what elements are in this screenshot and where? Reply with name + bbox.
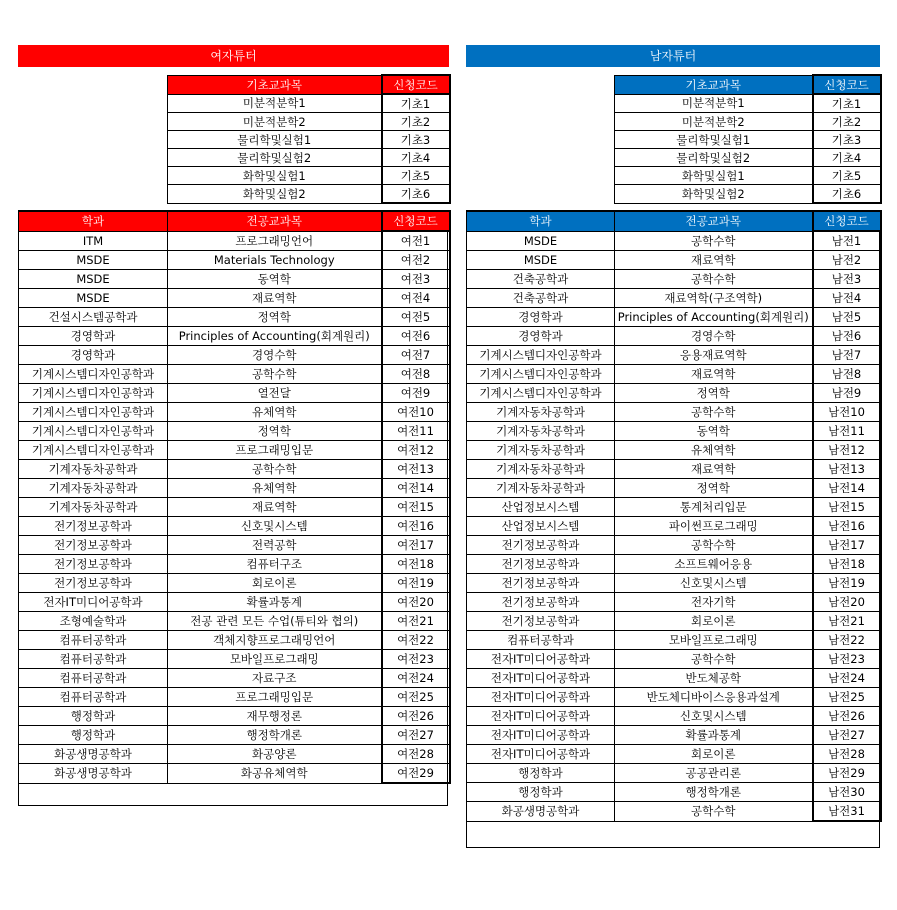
male-major-row xyxy=(467,498,881,517)
female-major-dept-cell: 전자IT미디어공학과 xyxy=(19,593,168,612)
female-basic-course-cell: 미분적분학2 xyxy=(168,113,382,131)
male-major-row xyxy=(467,270,881,289)
male-major-row xyxy=(467,422,881,441)
male-basic-code-cell: 기초1 xyxy=(813,94,881,113)
male-basic-course-cell: 화학및실험2 xyxy=(615,185,813,204)
female-major-row xyxy=(19,479,450,498)
male-major-course-cell: 공공관리론 xyxy=(615,764,813,783)
female-major-course-cell: 컴퓨터구조 xyxy=(168,555,382,574)
male-major-code-cell: 남전21 xyxy=(813,612,881,631)
male-major-row xyxy=(467,403,881,422)
female-major-course-cell: 회로이론 xyxy=(168,574,382,593)
female-major-code-cell: 여전7 xyxy=(382,346,450,365)
female-major-code-cell: 여전18 xyxy=(382,555,450,574)
male-basic-header-code: 신청코드 xyxy=(813,75,881,94)
male-major-dept-cell: 경영학과 xyxy=(467,327,615,346)
female-major-dept-cell: 컴퓨터공학과 xyxy=(19,688,168,707)
female-major-row xyxy=(19,327,450,346)
male-major-code-cell: 남전30 xyxy=(813,783,881,802)
female-major-row xyxy=(19,593,450,612)
male-major-course-cell: 유체역학 xyxy=(615,441,813,460)
male-major-dept-cell: 전기정보공학과 xyxy=(467,593,615,612)
female-major-code-cell: 여전19 xyxy=(382,574,450,593)
female-basic-code-cell: 기초5 xyxy=(382,167,450,185)
male-major-code-cell: 남전3 xyxy=(813,270,881,289)
female-major-dept-cell: ITM xyxy=(19,231,168,251)
female-major-row xyxy=(19,612,450,631)
male-basic-table xyxy=(614,74,882,204)
female-major-course-cell: 정역학 xyxy=(168,422,382,441)
female-basic-code-cell: 기초1 xyxy=(382,94,450,113)
female-major-code-cell: 여전1 xyxy=(382,231,450,251)
male-major-course-cell: 공학수학 xyxy=(615,270,813,289)
female-major-rows xyxy=(19,231,450,783)
female-major-row xyxy=(19,745,450,764)
female-major-row xyxy=(19,251,450,270)
male-basic-code-cell: 기초4 xyxy=(813,149,881,167)
male-major-code-cell: 남전12 xyxy=(813,441,881,460)
female-major-code-cell: 여전3 xyxy=(382,270,450,289)
male-major-row xyxy=(467,251,881,270)
male-major-dept-cell: 경영학과 xyxy=(467,308,615,327)
male-major-row xyxy=(467,612,881,631)
male-major-row xyxy=(467,460,881,479)
male-major-row xyxy=(467,517,881,536)
male-major-dept-cell: 건축공학과 xyxy=(467,270,615,289)
female-major-dept-cell: 경영학과 xyxy=(19,346,168,365)
female-major-dept-cell: 전기정보공학과 xyxy=(19,517,168,536)
male-major-row xyxy=(467,536,881,555)
female-major-dept-cell: 전기정보공학과 xyxy=(19,555,168,574)
male-major-course-cell: 동역학 xyxy=(615,422,813,441)
female-major-row xyxy=(19,517,450,536)
female-major-dept-cell: 기계자동차공학과 xyxy=(19,460,168,479)
male-major-row xyxy=(467,308,881,327)
female-major-row xyxy=(19,441,450,460)
male-major-code-cell: 남전18 xyxy=(813,555,881,574)
male-major-code-cell: 남전11 xyxy=(813,422,881,441)
female-major-row xyxy=(19,460,450,479)
male-basic-course-cell: 미분적분학1 xyxy=(615,94,813,113)
male-basic-row xyxy=(615,131,881,149)
male-basic-course-cell: 물리학및실험1 xyxy=(615,131,813,149)
female-major-header-course: 전공교과목 xyxy=(168,211,382,231)
male-major-course-cell: Principles of Accounting(회계원리) xyxy=(615,308,813,327)
male-major-dept-cell: 전자IT미디어공학과 xyxy=(467,650,615,669)
male-major-dept-cell: 산업정보시스템 xyxy=(467,517,615,536)
female-tutor-banner: 여자튜터 xyxy=(18,45,449,67)
female-major-course-cell: Principles of Accounting(회계원리) xyxy=(168,327,382,346)
male-major-row xyxy=(467,593,881,612)
female-major-table xyxy=(18,210,451,784)
male-major-code-cell: 남전16 xyxy=(813,517,881,536)
female-major-dept-cell: 경영학과 xyxy=(19,327,168,346)
female-major-dept-cell: 화공생명공학과 xyxy=(19,764,168,784)
female-major-dept-cell: 행정학과 xyxy=(19,707,168,726)
female-major-course-cell: 프로그래밍입문 xyxy=(168,688,382,707)
female-basic-course-cell: 화학및실험1 xyxy=(168,167,382,185)
male-major-dept-cell: 기계자동차공학과 xyxy=(467,441,615,460)
male-major-dept-cell: 전자IT미디어공학과 xyxy=(467,707,615,726)
male-major-course-cell: 파이썬프로그래밍 xyxy=(615,517,813,536)
female-major-row xyxy=(19,726,450,745)
female-major-row xyxy=(19,231,450,251)
male-basic-code-cell: 기초2 xyxy=(813,113,881,131)
male-basic-code-cell: 기초5 xyxy=(813,167,881,185)
male-major-course-cell: 행정학개론 xyxy=(615,783,813,802)
male-major-course-cell: 응용재료역학 xyxy=(615,346,813,365)
male-basic-code-cell: 기초3 xyxy=(813,131,881,149)
female-major-row xyxy=(19,650,450,669)
female-major-code-cell: 여전5 xyxy=(382,308,450,327)
female-major-dept-cell: 전기정보공학과 xyxy=(19,536,168,555)
female-basic-rows xyxy=(168,94,450,203)
female-major-course-cell: 동역학 xyxy=(168,270,382,289)
female-major-row xyxy=(19,403,450,422)
male-major-code-cell: 남전25 xyxy=(813,688,881,707)
male-major-code-cell: 남전15 xyxy=(813,498,881,517)
male-major-header-code: 신청코드 xyxy=(813,211,881,231)
male-major-dept-cell: 산업정보시스템 xyxy=(467,498,615,517)
male-major-course-cell: 전자기학 xyxy=(615,593,813,612)
male-major-code-cell: 남전8 xyxy=(813,365,881,384)
male-major-dept-cell: 건축공학과 xyxy=(467,289,615,308)
male-basic-row xyxy=(615,167,881,185)
female-major-course-cell: 객체지향프로그래밍언어 xyxy=(168,631,382,650)
female-basic-row xyxy=(168,94,450,113)
male-major-code-cell: 남전28 xyxy=(813,745,881,764)
female-major-code-cell: 여전23 xyxy=(382,650,450,669)
female-basic-code-cell: 기초3 xyxy=(382,131,450,149)
male-major-course-cell: 공학수학 xyxy=(615,802,813,822)
male-basic-header-course: 기초교과목 xyxy=(615,75,813,94)
male-major-dept-cell: MSDE xyxy=(467,251,615,270)
female-major-row xyxy=(19,764,450,784)
female-major-course-cell: 확률과통계 xyxy=(168,593,382,612)
female-major-code-cell: 여전20 xyxy=(382,593,450,612)
female-major-header-dept: 학과 xyxy=(19,211,168,231)
female-major-row xyxy=(19,270,450,289)
female-major-code-cell: 여전4 xyxy=(382,289,450,308)
male-major-course-cell: 확률과통계 xyxy=(615,726,813,745)
male-major-course-cell: 모바일프로그래밍 xyxy=(615,631,813,650)
male-major-code-cell: 남전4 xyxy=(813,289,881,308)
female-basic-header-course: 기초교과목 xyxy=(168,75,382,94)
male-major-row xyxy=(467,384,881,403)
female-major-dept-cell: MSDE xyxy=(19,270,168,289)
male-major-course-cell: 회로이론 xyxy=(615,745,813,764)
female-major-header-code: 신청코드 xyxy=(382,211,450,231)
male-major-row xyxy=(467,479,881,498)
male-basic-course-cell: 물리학및실험2 xyxy=(615,149,813,167)
male-major-course-cell: 정역학 xyxy=(615,479,813,498)
male-major-course-cell: 공학수학 xyxy=(615,536,813,555)
female-major-course-cell: 공학수학 xyxy=(168,460,382,479)
female-basic-row xyxy=(168,149,450,167)
male-major-code-cell: 남전14 xyxy=(813,479,881,498)
female-major-code-cell: 여전8 xyxy=(382,365,450,384)
male-major-row xyxy=(467,346,881,365)
female-basic-row xyxy=(168,185,450,204)
female-major-row xyxy=(19,289,450,308)
male-major-dept-cell: 기계시스템디자인공학과 xyxy=(467,365,615,384)
male-major-dept-cell: 기계시스템디자인공학과 xyxy=(467,346,615,365)
female-major-dept-cell: 기계시스템디자인공학과 xyxy=(19,422,168,441)
female-major-course-cell: Materials Technology xyxy=(168,251,382,270)
male-major-course-cell: 경영수학 xyxy=(615,327,813,346)
male-major-dept-cell: 행정학과 xyxy=(467,783,615,802)
female-major-course-cell: 화공유체역학 xyxy=(168,764,382,784)
male-major-row xyxy=(467,688,881,707)
male-major-header-course: 전공교과목 xyxy=(615,211,813,231)
male-major-code-cell: 남전27 xyxy=(813,726,881,745)
female-major-dept-cell: 기계자동차공학과 xyxy=(19,479,168,498)
male-major-code-cell: 남전5 xyxy=(813,308,881,327)
male-basic-row xyxy=(615,185,881,204)
male-major-course-cell: 정역학 xyxy=(615,384,813,403)
male-major-course-cell: 신호및시스템 xyxy=(615,574,813,593)
female-major-dept-cell: 조형예술학과 xyxy=(19,612,168,631)
female-major-course-cell: 재료역학 xyxy=(168,498,382,517)
male-major-row xyxy=(467,365,881,384)
female-major-course-cell: 유체역학 xyxy=(168,479,382,498)
female-major-dept-cell: 컴퓨터공학과 xyxy=(19,650,168,669)
female-major-dept-cell: 건설시스템공학과 xyxy=(19,308,168,327)
male-major-table xyxy=(466,210,882,822)
male-major-code-cell: 남전13 xyxy=(813,460,881,479)
female-major-dept-cell: 기계시스템디자인공학과 xyxy=(19,441,168,460)
female-major-code-cell: 여전11 xyxy=(382,422,450,441)
male-major-dept-cell: 전자IT미디어공학과 xyxy=(467,688,615,707)
male-major-dept-cell: 전기정보공학과 xyxy=(467,536,615,555)
male-tutor-banner: 남자튜터 xyxy=(466,45,880,67)
female-major-row xyxy=(19,365,450,384)
male-major-dept-cell: 기계시스템디자인공학과 xyxy=(467,384,615,403)
female-basic-course-cell: 화학및실험2 xyxy=(168,185,382,204)
male-basic-row xyxy=(615,94,881,113)
male-major-dept-cell: 전기정보공학과 xyxy=(467,574,615,593)
female-major-dept-cell: 화공생명공학과 xyxy=(19,745,168,764)
male-major-row xyxy=(467,327,881,346)
male-major-dept-cell: 행정학과 xyxy=(467,764,615,783)
female-major-row xyxy=(19,555,450,574)
female-major-code-cell: 여전22 xyxy=(382,631,450,650)
male-basic-row xyxy=(615,113,881,131)
male-major-dept-cell: 전기정보공학과 xyxy=(467,612,615,631)
male-major-code-cell: 남전10 xyxy=(813,403,881,422)
male-basic-course-cell: 화학및실험1 xyxy=(615,167,813,185)
female-major-dept-cell: 컴퓨터공학과 xyxy=(19,669,168,688)
female-major-course-cell: 재무행정론 xyxy=(168,707,382,726)
female-basic-course-cell: 물리학및실험1 xyxy=(168,131,382,149)
male-major-course-cell: 공학수학 xyxy=(615,650,813,669)
female-major-dept-cell: 전기정보공학과 xyxy=(19,574,168,593)
male-major-course-cell: 통계처리입문 xyxy=(615,498,813,517)
male-basic-rows xyxy=(615,94,881,203)
female-major-code-cell: 여전12 xyxy=(382,441,450,460)
female-major-row xyxy=(19,384,450,403)
male-major-dept-cell: MSDE xyxy=(467,231,615,251)
male-major-course-cell: 공학수학 xyxy=(615,231,813,251)
male-major-course-cell: 재료역학(구조역학) xyxy=(615,289,813,308)
female-basic-code-cell: 기초2 xyxy=(382,113,450,131)
female-major-course-cell: 재료역학 xyxy=(168,289,382,308)
male-major-row xyxy=(467,783,881,802)
female-major-course-cell: 모바일프로그래밍 xyxy=(168,650,382,669)
male-major-course-cell: 반도체디바이스응용과설계 xyxy=(615,688,813,707)
female-major-dept-cell: 기계시스템디자인공학과 xyxy=(19,365,168,384)
female-major-row xyxy=(19,422,450,441)
female-major-course-cell: 신호및시스템 xyxy=(168,517,382,536)
male-major-dept-cell: 기계자동차공학과 xyxy=(467,460,615,479)
male-major-row xyxy=(467,289,881,308)
female-major-code-cell: 여전24 xyxy=(382,669,450,688)
female-major-row xyxy=(19,707,450,726)
male-basic-row xyxy=(615,149,881,167)
male-major-dept-cell: 화공생명공학과 xyxy=(467,802,615,822)
male-major-code-cell: 남전19 xyxy=(813,574,881,593)
male-major-code-cell: 남전22 xyxy=(813,631,881,650)
male-major-dept-cell: 기계자동차공학과 xyxy=(467,479,615,498)
female-major-course-cell: 프로그래밍언어 xyxy=(168,231,382,251)
male-major-row xyxy=(467,574,881,593)
male-major-rows xyxy=(467,231,881,821)
male-major-dept-cell: 전자IT미디어공학과 xyxy=(467,726,615,745)
male-major-code-cell: 남전17 xyxy=(813,536,881,555)
male-major-code-cell: 남전7 xyxy=(813,346,881,365)
male-major-dept-cell: 기계자동차공학과 xyxy=(467,422,615,441)
female-major-course-cell: 전력공학 xyxy=(168,536,382,555)
female-major-course-cell: 행정학개론 xyxy=(168,726,382,745)
female-major-course-cell: 화공양론 xyxy=(168,745,382,764)
male-major-code-cell: 남전24 xyxy=(813,669,881,688)
male-major-row xyxy=(467,231,881,251)
female-basic-course-cell: 미분적분학1 xyxy=(168,94,382,113)
female-major-dept-cell: MSDE xyxy=(19,289,168,308)
female-major-row xyxy=(19,498,450,517)
male-major-code-cell: 남전29 xyxy=(813,764,881,783)
male-major-course-cell: 소프트웨어응용 xyxy=(615,555,813,574)
male-major-code-cell: 남전9 xyxy=(813,384,881,403)
male-major-course-cell: 재료역학 xyxy=(615,460,813,479)
male-major-code-cell: 남전2 xyxy=(813,251,881,270)
male-major-dept-cell: 전자IT미디어공학과 xyxy=(467,669,615,688)
female-major-dept-cell: 기계시스템디자인공학과 xyxy=(19,403,168,422)
female-major-row xyxy=(19,669,450,688)
female-major-code-cell: 여전25 xyxy=(382,688,450,707)
male-major-row xyxy=(467,707,881,726)
female-major-code-cell: 여전13 xyxy=(382,460,450,479)
female-major-course-cell: 자료구조 xyxy=(168,669,382,688)
male-major-dept-cell: 전기정보공학과 xyxy=(467,555,615,574)
female-major-dept-cell: 컴퓨터공학과 xyxy=(19,631,168,650)
female-basic-row xyxy=(168,113,450,131)
male-major-course-cell: 공학수학 xyxy=(615,403,813,422)
male-major-row xyxy=(467,555,881,574)
male-basic-code-cell: 기초6 xyxy=(813,185,881,204)
female-basic-code-cell: 기초6 xyxy=(382,185,450,204)
male-major-header-dept: 학과 xyxy=(467,211,615,231)
male-major-course-cell: 회로이론 xyxy=(615,612,813,631)
female-major-course-cell: 유체역학 xyxy=(168,403,382,422)
female-major-row xyxy=(19,688,450,707)
female-basic-code-cell: 기초4 xyxy=(382,149,450,167)
male-major-row xyxy=(467,802,881,822)
female-major-course-cell: 프로그래밍입문 xyxy=(168,441,382,460)
female-major-code-cell: 여전2 xyxy=(382,251,450,270)
female-major-code-cell: 여전21 xyxy=(382,612,450,631)
female-major-dept-cell: MSDE xyxy=(19,251,168,270)
male-major-course-cell: 재료역학 xyxy=(615,365,813,384)
male-major-row xyxy=(467,726,881,745)
female-major-code-cell: 여전26 xyxy=(382,707,450,726)
female-major-code-cell: 여전29 xyxy=(382,764,450,784)
female-basic-header-code: 신청코드 xyxy=(382,75,450,94)
female-major-course-cell: 전공 관련 모든 수업(튜티와 협의) xyxy=(168,612,382,631)
female-major-code-cell: 여전9 xyxy=(382,384,450,403)
female-major-dept-cell: 기계자동차공학과 xyxy=(19,498,168,517)
male-major-dept-cell: 컴퓨터공학과 xyxy=(467,631,615,650)
female-major-code-cell: 여전16 xyxy=(382,517,450,536)
male-major-code-cell: 남전26 xyxy=(813,707,881,726)
female-major-row xyxy=(19,308,450,327)
female-major-code-cell: 여전15 xyxy=(382,498,450,517)
male-major-row xyxy=(467,650,881,669)
female-major-row xyxy=(19,346,450,365)
male-major-course-cell: 반도체공학 xyxy=(615,669,813,688)
male-major-dept-cell: 전자IT미디어공학과 xyxy=(467,745,615,764)
male-major-code-cell: 남전6 xyxy=(813,327,881,346)
female-major-code-cell: 여전17 xyxy=(382,536,450,555)
female-major-row xyxy=(19,631,450,650)
female-basic-course-cell: 물리학및실험2 xyxy=(168,149,382,167)
female-major-course-cell: 경영수학 xyxy=(168,346,382,365)
male-major-row xyxy=(467,441,881,460)
male-major-code-cell: 남전1 xyxy=(813,231,881,251)
male-major-row xyxy=(467,745,881,764)
female-major-row xyxy=(19,574,450,593)
female-major-dept-cell: 기계시스템디자인공학과 xyxy=(19,384,168,403)
female-major-code-cell: 여전14 xyxy=(382,479,450,498)
male-major-dept-cell: 기계자동차공학과 xyxy=(467,403,615,422)
male-major-code-cell: 남전23 xyxy=(813,650,881,669)
female-major-code-cell: 여전6 xyxy=(382,327,450,346)
male-basic-course-cell: 미분적분학2 xyxy=(615,113,813,131)
male-major-course-cell: 신호및시스템 xyxy=(615,707,813,726)
female-major-course-cell: 열전달 xyxy=(168,384,382,403)
male-major-row xyxy=(467,669,881,688)
male-major-code-cell: 남전20 xyxy=(813,593,881,612)
male-major-row xyxy=(467,764,881,783)
female-major-row xyxy=(19,536,450,555)
female-major-course-cell: 공학수학 xyxy=(168,365,382,384)
male-major-code-cell: 남전31 xyxy=(813,802,881,822)
male-major-row xyxy=(467,631,881,650)
female-basic-row xyxy=(168,167,450,185)
female-basic-table xyxy=(167,74,451,204)
female-major-dept-cell: 행정학과 xyxy=(19,726,168,745)
female-major-code-cell: 여전10 xyxy=(382,403,450,422)
female-basic-row xyxy=(168,131,450,149)
female-major-course-cell: 정역학 xyxy=(168,308,382,327)
female-major-code-cell: 여전27 xyxy=(382,726,450,745)
female-major-code-cell: 여전28 xyxy=(382,745,450,764)
male-major-course-cell: 재료역학 xyxy=(615,251,813,270)
